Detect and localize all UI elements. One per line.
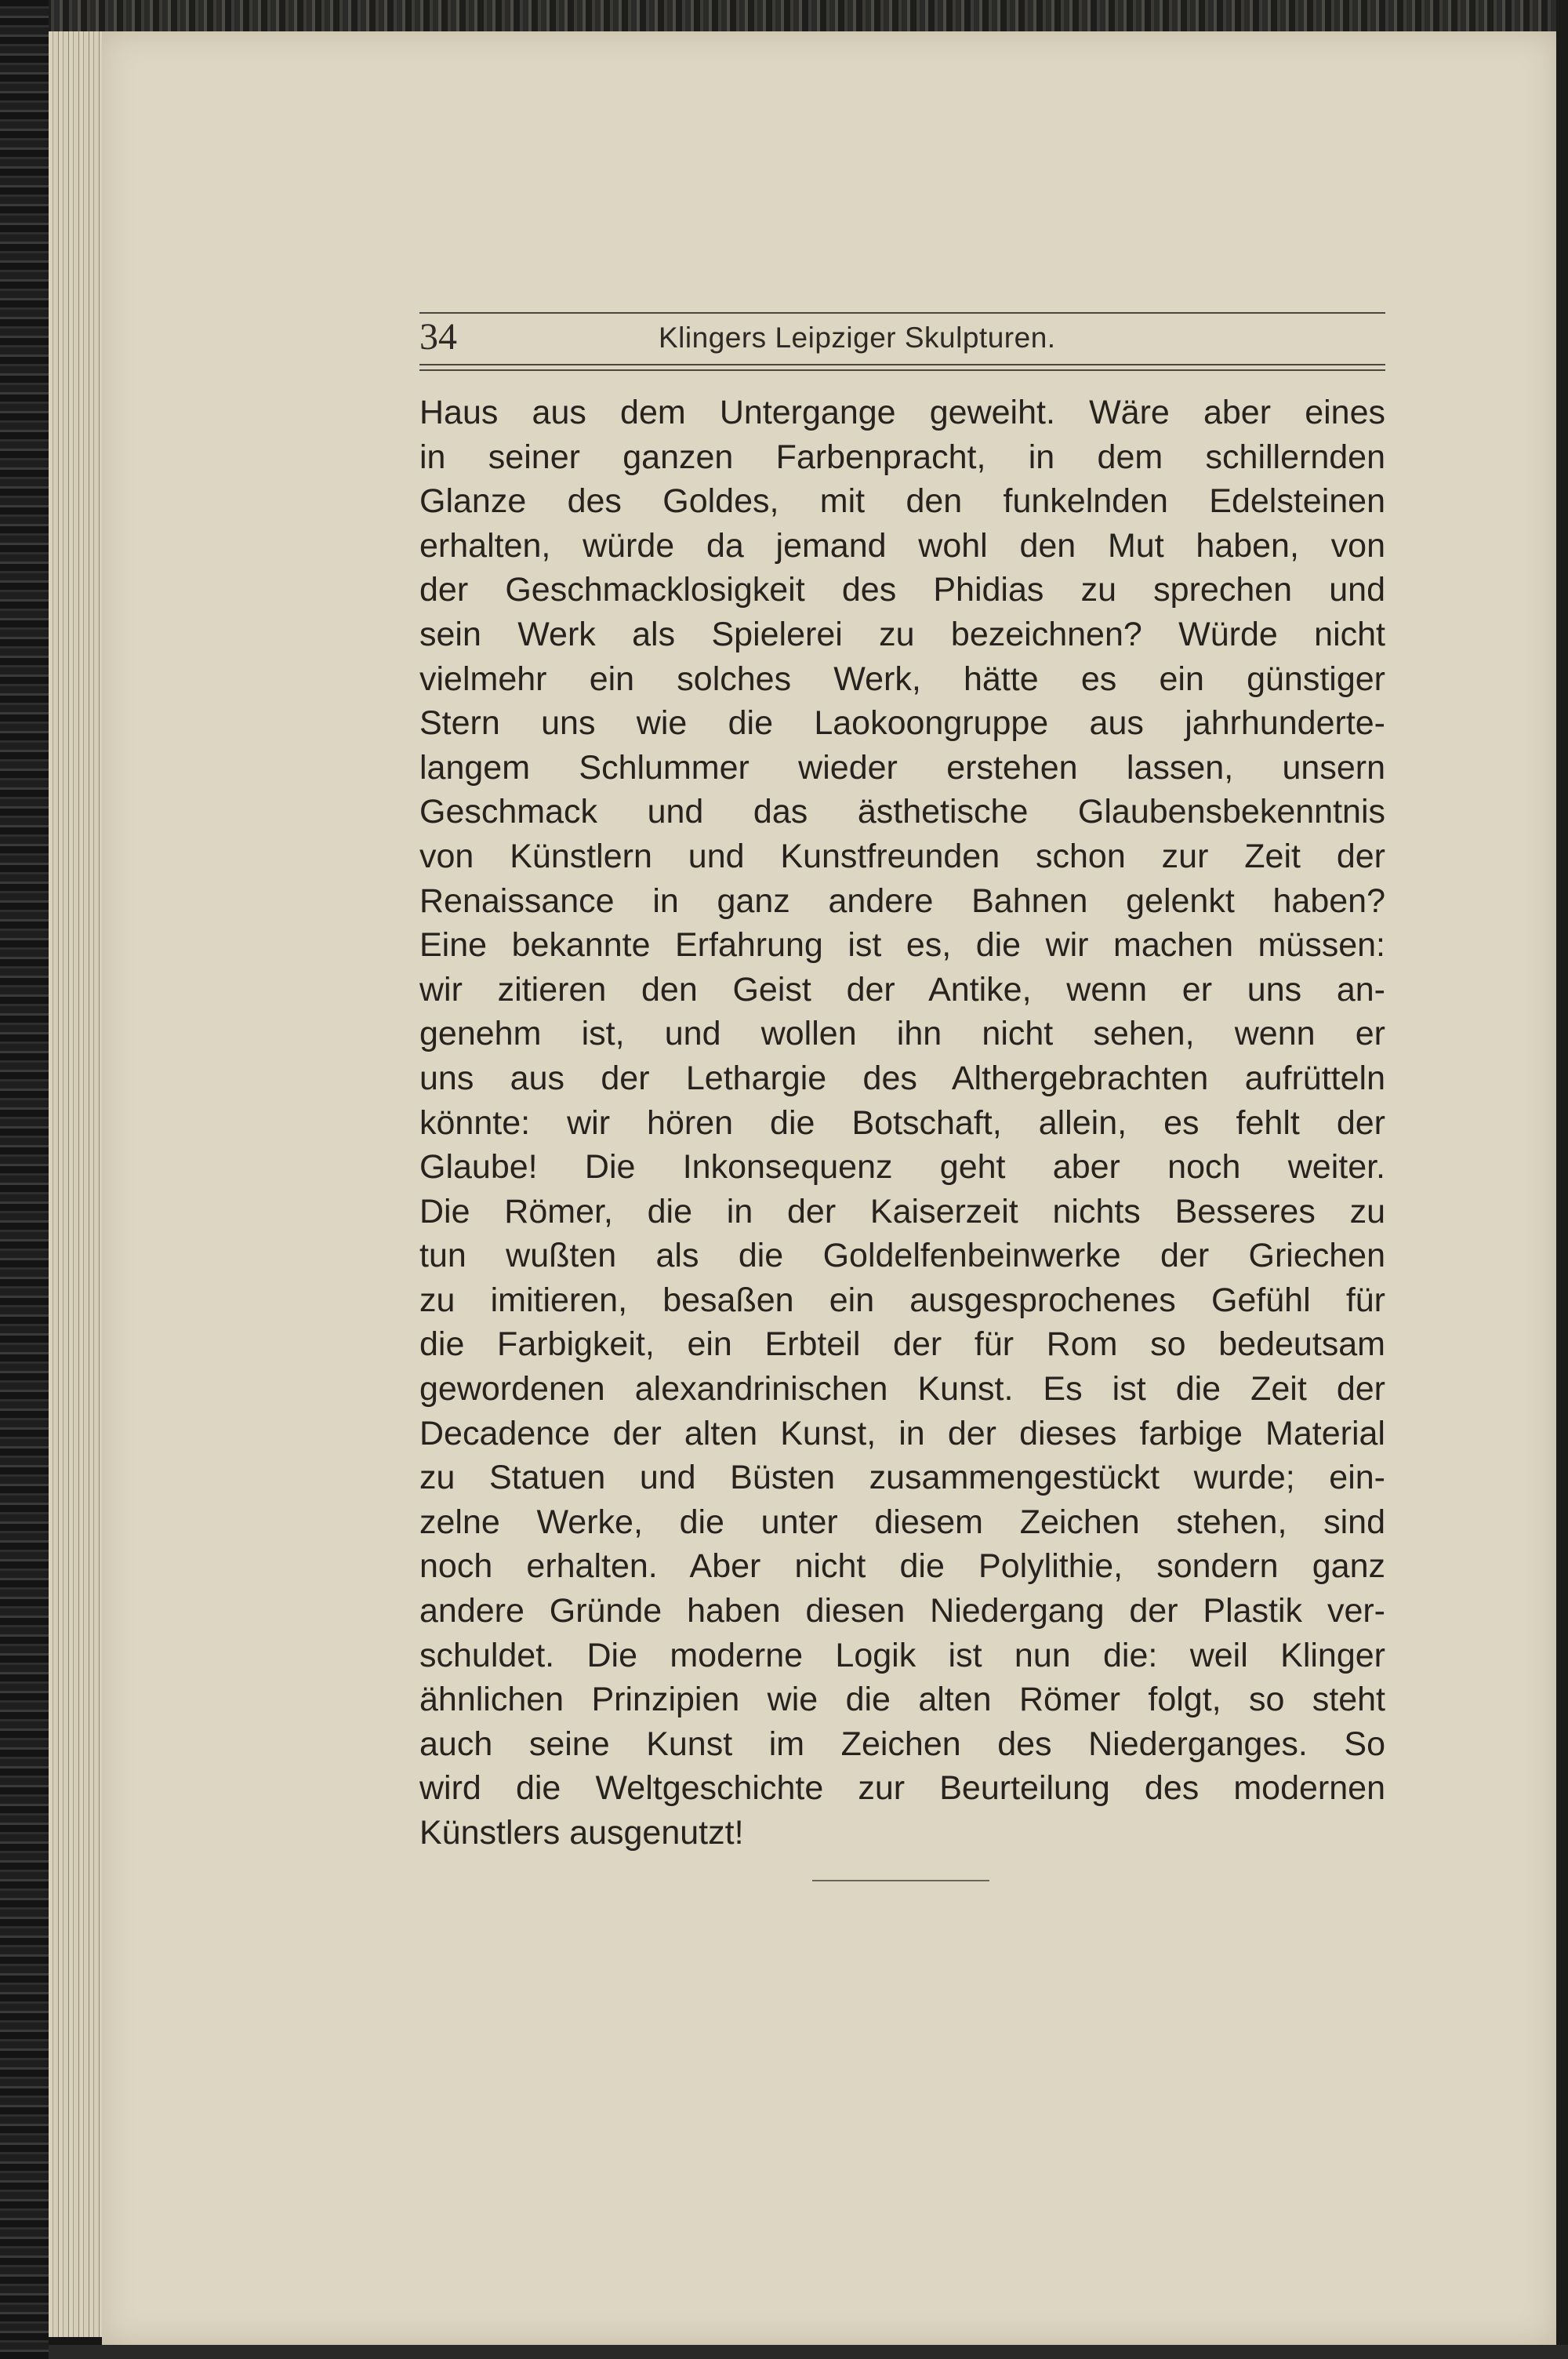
text-line: andere Gründe haben diesen Niedergang der Plastik ver- — [419, 1592, 1385, 1630]
page-number: 34 — [419, 316, 457, 358]
text-line: auch seine Kunst im Zeichen des Niederganges. So — [419, 1725, 1385, 1763]
text-line: tun wußten als die Goldelfenbeinwerke der Griechen — [419, 1237, 1385, 1275]
text-line: der Geschmacklosigkeit des Phidias zu sprechen und — [419, 571, 1385, 609]
body-text — [419, 391, 1385, 1856]
text-line: sein Werk als Spielerei zu bezeichnen? Würde nicht — [419, 615, 1385, 653]
text-line: vielmehr ein solches Werk, hätte es ein günstiger — [419, 660, 1385, 698]
end-ornament-rule — [812, 1880, 989, 1881]
text-line: Glaube! Die Inkonsequenz geht aber noch weiter. — [419, 1148, 1385, 1187]
header-bottom-rule — [419, 364, 1385, 365]
text-line: Haus aus dem Untergange geweiht. Wäre aber eines — [419, 394, 1385, 431]
text-line: gewordenen alexandrinischen Kunst. Es ist die Zeit der — [419, 1370, 1385, 1408]
text-line: wird die Weltgeschichte zur Beurteilung des modernen — [419, 1769, 1385, 1808]
text-line: Die Römer, die in der Kaiserzeit nichts Besseres zu — [419, 1192, 1385, 1230]
header-top-rule — [419, 312, 1385, 314]
text-line: ähnlichen Prinzipien wie die alten Römer folgt, so steht — [419, 1681, 1385, 1719]
text-line: in seiner ganzen Farbenpracht, in dem schillernden — [419, 438, 1385, 476]
text-line: zu Statuen und Büsten zusammengestückt wurde; ein- — [419, 1459, 1385, 1497]
text-line: langem Schlummer wieder erstehen lassen, unsern — [419, 748, 1385, 787]
text-line: könnte: wir hören die Botschaft, allein, es fehlt der — [419, 1103, 1385, 1142]
text-line: genehm ist, und wollen ihn nicht sehen, wenn er — [419, 1015, 1385, 1053]
book-bottom-edge — [49, 2345, 1568, 2359]
text-line: Stern uns wie die Laokoongruppe aus jahrhunderte- — [419, 704, 1385, 743]
text-line: Glanze des Goldes, mit den funkelnden Edelsteinen — [419, 482, 1385, 521]
text-line: uns aus der Lethargie des Althergebrachten aufrütteln — [419, 1059, 1385, 1097]
text-line: Renaissance in ganz andere Bahnen gelenkt haben? — [419, 881, 1385, 920]
text-line: Geschmack und das ästhetische Glaubensbekenntnis — [419, 793, 1385, 831]
text-line: von Künstlern und Kunstfreunden schon zur Zeit der — [419, 837, 1385, 875]
text-line: wir zitieren den Geist der Antike, wenn er uns an- — [419, 970, 1385, 1009]
text-line: die Farbigkeit, ein Erbteil der für Rom so bedeutsam — [419, 1325, 1385, 1364]
text-line: noch erhalten. Aber nicht die Polylithie, sondern ganz — [419, 1547, 1385, 1586]
text-line: Eine bekannte Erfahrung ist es, die wir machen müssen: — [419, 926, 1385, 965]
text-line: Künstlers ausgenutzt! — [419, 1814, 744, 1852]
page-stack-edges — [49, 31, 103, 2337]
header-bottom-rule-2 — [419, 369, 1385, 371]
text-line: erhalten, würde da jemand wohl den Mut haben, von — [419, 526, 1385, 565]
text-line: Decadence der alten Kunst, in der dieses farbige Material — [419, 1414, 1385, 1452]
text-line: zelne Werke, die unter diesem Zeichen stehen, sind — [419, 1503, 1385, 1541]
running-title: Klingers Leipziger Skulpturen. — [659, 322, 1056, 354]
book-right-edge — [1556, 0, 1568, 2359]
text-line: schuldet. Die moderne Logik ist nun die: weil Klinger — [419, 1636, 1385, 1674]
book-cover-edge — [0, 0, 49, 2359]
text-line: zu imitieren, besaßen ein ausgesprochenes Gefühl für — [419, 1281, 1385, 1319]
